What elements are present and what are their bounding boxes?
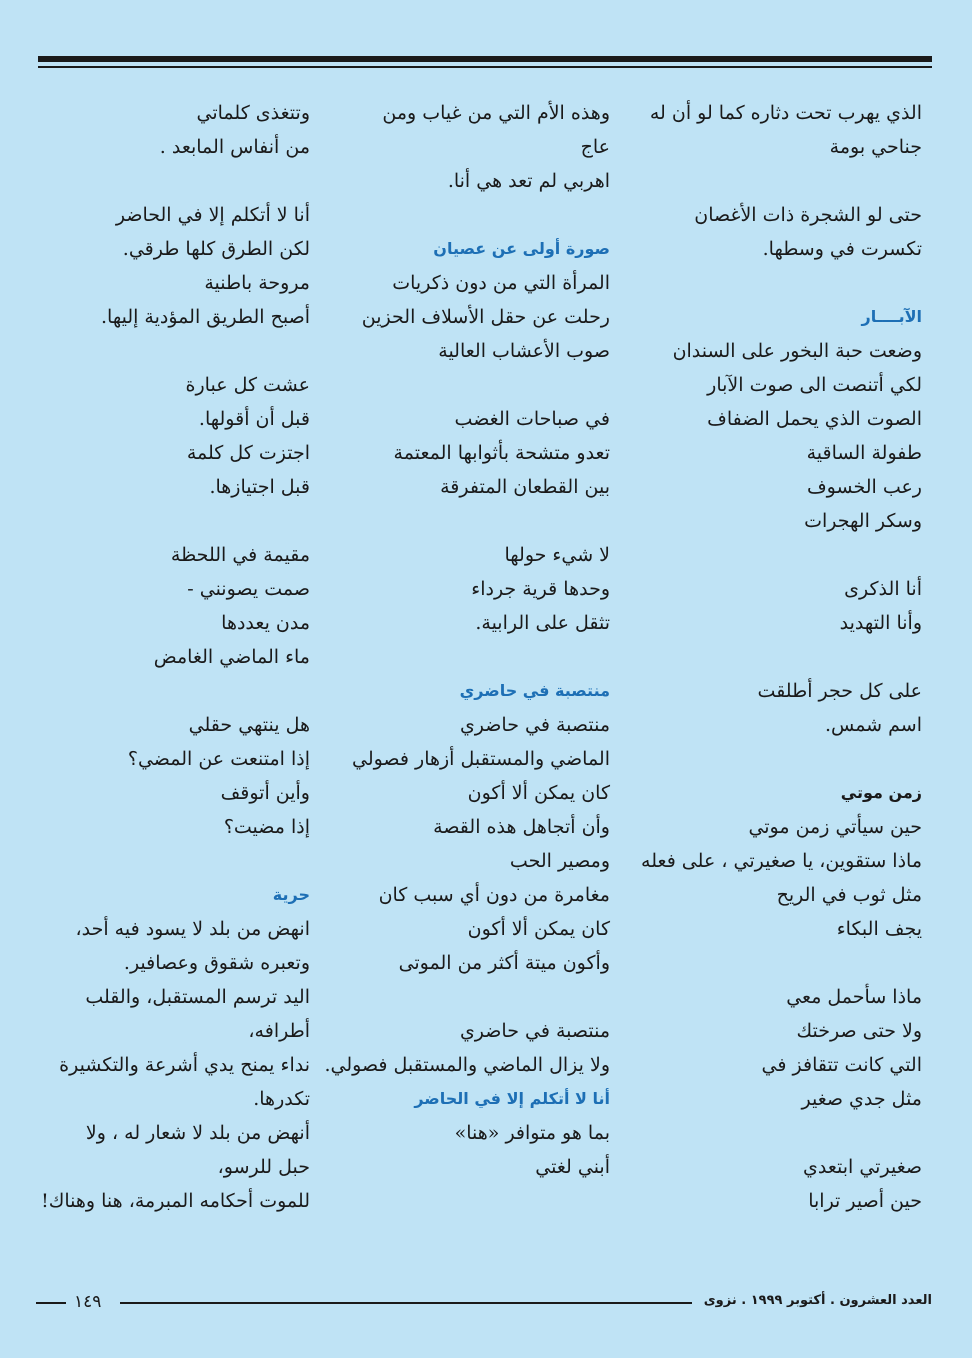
- poem-line: نداء يمنح يدي أشرعة والتكشيرة: [59, 1054, 310, 1076]
- poem-line: المرأة التي من دون ذكريات: [392, 272, 610, 294]
- poem-line: مدن يعددها: [221, 612, 310, 634]
- poem-line: بين القطعان المتفرقة: [440, 476, 610, 498]
- poem-line: اهربي لم تعد هي أنا.: [447, 170, 610, 192]
- stanza-gap: [652, 946, 922, 980]
- poem-heading: حرية: [272, 885, 310, 904]
- poem-line: لا شيء حولها: [504, 544, 610, 566]
- stanza-gap: [320, 368, 610, 402]
- stanza-gap: [320, 198, 610, 232]
- header-rule-thick: [38, 56, 932, 62]
- poem-line: أنا الذكرى: [844, 578, 922, 600]
- poem-line: منتصبة في حاضري: [459, 714, 610, 736]
- poem-line: أنهض من بلد لا شعار له ، ولا: [85, 1122, 310, 1144]
- poem-line: مقيمة في اللحظة: [170, 544, 310, 566]
- poem-line: اليد ترسم المستقبل، والقلب: [85, 986, 310, 1008]
- poem-line: كان يمكن ألا أكون: [467, 782, 610, 804]
- poem-heading: الآبــــار: [861, 307, 922, 326]
- poem-line: اسم شمس.: [824, 714, 922, 736]
- poem-line: حبل للرسو،: [217, 1156, 310, 1178]
- poem-line: رحلت عن حقل الأسلاف الحزين: [361, 306, 610, 328]
- stanza-gap: [652, 640, 922, 674]
- stanza-gap: [652, 742, 922, 776]
- poem-line: لكي أتنصت الى صوت الآبار: [707, 374, 922, 396]
- stanza-gap: [40, 164, 310, 198]
- stanza-gap: [40, 844, 310, 878]
- poem-line: صوب الأعشاب العالية: [438, 340, 610, 362]
- poem-line: يجف البكاء: [836, 918, 922, 940]
- poem-line: وضعت حبة البخور على السندان: [672, 340, 922, 362]
- stanza-gap: [652, 1116, 922, 1150]
- stanza-gap: [652, 164, 922, 198]
- stanza-gap: [652, 538, 922, 572]
- poem-line: وأين أتوقف: [220, 782, 310, 804]
- poem-line: لكن الطرق كلها طرقي.: [122, 238, 310, 260]
- stanza-gap: [320, 640, 610, 674]
- poem-line: مثل جدي صغير: [801, 1088, 922, 1110]
- poem-line: قبل اجتيازها.: [209, 476, 310, 498]
- poem-line: وأنا التهديد: [839, 612, 922, 634]
- poem-line: تثقل على الرابية.: [475, 612, 610, 634]
- poem-line: وسكر الهجرات: [804, 510, 922, 532]
- poem-line: إذا مضيت؟: [223, 816, 310, 838]
- poem-line: تكسرت في وسطها.: [762, 238, 922, 260]
- poem-line: بما هو متوافر «هنا»: [454, 1122, 610, 1144]
- poem-line: صغيرتي ابتعدي: [803, 1156, 922, 1178]
- poem-line: قبل أن أقولها.: [198, 408, 310, 430]
- stanza-gap: [652, 266, 922, 300]
- poem-line: أطرافه،: [248, 1020, 310, 1042]
- left-column: [40, 96, 310, 1218]
- stanza-gap: [320, 504, 610, 538]
- poem-line: عاج: [580, 136, 610, 158]
- middle-column: [320, 96, 610, 1184]
- poem-line: وحدها قرية جرداء: [471, 578, 610, 600]
- poem-line: أنا لا أتكلم إلا في الحاضر: [115, 204, 310, 226]
- header-rule-thin: [38, 66, 932, 68]
- poem-line: وهذه الأم التي من غياب ومن: [382, 102, 610, 124]
- poem-line: مغامرة من دون أي سبب كان: [378, 884, 610, 906]
- poem-line: صمت يصونني -: [187, 578, 310, 600]
- poem-line: جناحي بومة: [829, 136, 922, 158]
- poem-line: مثل ثوب في الريح: [776, 884, 922, 906]
- poem-line: ماذا سأحمل معي: [786, 986, 922, 1008]
- poem-line: للموت أحكامه المبرمة، هنا وهناك!: [41, 1190, 310, 1212]
- poem-line: ولا يزال الماضي والمستقبل فصولي.: [324, 1054, 610, 1076]
- poem-line: منتصبة في حاضري: [459, 1020, 610, 1042]
- footer-rule-short: [36, 1302, 66, 1304]
- poem-heading: صورة أولى عن عصيان: [433, 239, 610, 258]
- poem-heading: منتصبة في حاضري: [459, 681, 610, 700]
- right-column: [641, 96, 922, 1218]
- poem-line: في صباحات الغضب: [454, 408, 610, 430]
- poem-line: رعب الخسوف: [806, 476, 922, 498]
- poem-heading: أنا لا أتكلم إلا في الحاضر: [414, 1089, 610, 1108]
- poem-line: أبني لغتي: [535, 1156, 610, 1178]
- poem-line: انهض من بلد لا يسود فيه أحد،: [75, 918, 310, 940]
- poem-line: ومصير الحب: [509, 850, 610, 872]
- poem-line: ولا حتى صرختك: [796, 1020, 922, 1042]
- poem-line: اجتزت كل كلمة: [186, 442, 310, 464]
- poem-line: وأن أتجاهل هذه القصة: [433, 816, 610, 838]
- poem-line: حين سيأتي زمن موتي: [748, 816, 922, 838]
- poem-line: أصبح الطريق المؤدية إليها.: [101, 306, 310, 328]
- footer-rule: [120, 1302, 692, 1304]
- poem-line: الذي يهرب تحت دثاره كما لو أن له: [649, 102, 922, 124]
- poem-line: وتعبره شقوق وعصافير.: [123, 952, 310, 974]
- poem-line: تكدرها.: [253, 1088, 310, 1110]
- page-number: ١٤٩: [74, 1292, 102, 1312]
- poem-line: ماذا ستقوين، يا صغيرتي ، على فعله: [641, 850, 922, 872]
- footer-issue-info: العدد العشرون . أكتوبر ١٩٩٩ . نزوى: [703, 1293, 932, 1308]
- stanza-gap: [40, 504, 310, 538]
- poem-line: عشت كل عبارة: [185, 374, 310, 396]
- poem-line: حتى لو الشجرة ذات الأغصان: [694, 204, 922, 226]
- poem-line: من أنفاس المابعد .: [159, 136, 310, 158]
- poem-line: وأكون ميتة أكثر من الموتى: [398, 952, 610, 974]
- poem-line: الماضي والمستقبل أزهار فصولي: [351, 748, 610, 770]
- poem-line: الصوت الذي يحمل الضفاف: [707, 408, 922, 430]
- poem-line: التي كانت تتقافز في: [761, 1054, 922, 1076]
- poem-line: كان يمكن ألا أكون: [467, 918, 610, 940]
- poem-line: وتتغذى كلماتي: [196, 102, 310, 124]
- poem-line: طفولة الساقية: [806, 442, 922, 464]
- stanza-gap: [320, 980, 610, 1014]
- stanza-gap: [40, 674, 310, 708]
- poem-line: حين أصير ترابا: [808, 1190, 922, 1212]
- poem-line: هل ينتهي حقلي: [188, 714, 310, 736]
- poem-line: مروحة باطنية: [204, 272, 310, 294]
- poem-line: تعدو متشحة بأثوابها المعتمة: [393, 442, 610, 464]
- poem-line: على كل حجر أطلقت: [757, 680, 922, 702]
- poem-line: إذا امتنعت عن المضي؟: [127, 748, 310, 770]
- poem-line: ماء الماضي الغامض: [153, 646, 310, 668]
- poem-heading: زمن موتي: [840, 783, 922, 802]
- stanza-gap: [40, 334, 310, 368]
